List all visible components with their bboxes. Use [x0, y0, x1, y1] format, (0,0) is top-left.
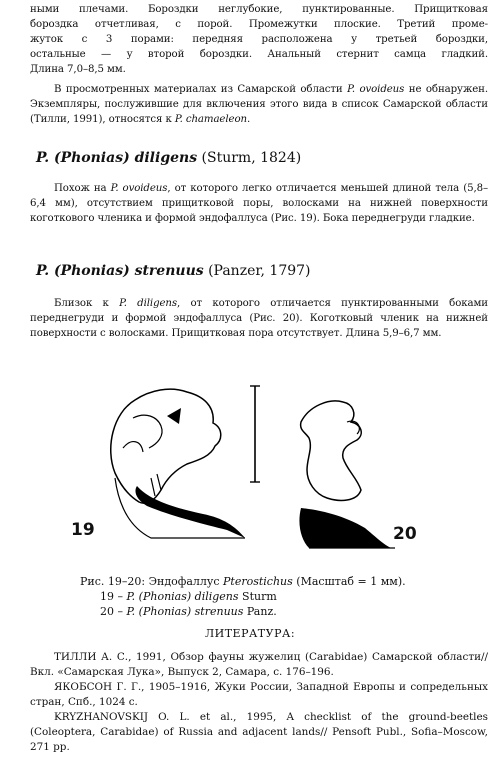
endophallus-19-outline: [111, 389, 221, 503]
text-run: не обнаружен. Экземпляры, послужившие для включения этого вида в список Самарской области (Тилли, 1991), относятся к: [30, 84, 488, 125]
species-heading-strenuus: [36, 263, 311, 279]
reference-list: [30, 650, 488, 755]
endophallus-20-outline: [301, 401, 362, 500]
species-name: P. diligens: [119, 298, 178, 309]
text-run: 20 –: [100, 605, 127, 618]
text-line: бороздка отчетливая, с порой. Промежутки плоские. Третий проме-: [30, 19, 488, 30]
endophallus-20-shaft: [299, 508, 391, 548]
text-run: (Масштаб = 1 мм).: [292, 575, 406, 588]
caption-line: [80, 574, 480, 589]
literature-heading: ЛИТЕРАТУРА:: [204, 627, 296, 640]
figure-drawing: [95, 378, 425, 570]
species-name: P. (Phonias) diligens: [126, 590, 239, 603]
figure-label-20: 20: [393, 524, 417, 544]
top-paragraph: [30, 2, 488, 77]
text-run: Panz.: [243, 605, 277, 618]
text-run: Похож на: [54, 183, 111, 194]
text-run: .: [246, 114, 251, 125]
text-run: , от которого отличается пунктированными боками переднегруди и формой эндофаллуса (Рис. 20). Коготковый членик на нижней поверхности с волосками. Прищитковая пора отсутствует. Длина 5,9–6,7 мм.: [30, 298, 488, 339]
species-description-diligens: [30, 181, 488, 226]
caption-line: [80, 589, 480, 604]
paragraph-text: [30, 82, 488, 127]
text-run: , от которого легко отличается меньшей длиной тела (5,8–6,4 мм), отсутствием прищитковой поры, волосками на нижней поверхности коготкового членика и формой эндофаллуса (Рис. 19). Бока переднегруди гладкие.: [30, 183, 488, 224]
genus-name: Pterostichus: [223, 575, 293, 588]
text-run: Близок к: [54, 298, 120, 309]
text-run: В просмотренных материалах из Самарской области: [54, 84, 348, 95]
reference-item: ЯКОБСОН Г. Г., 1905–1916, Жуки России, Западной Европы и сопредельных стран, Спб., 1024 с.: [30, 681, 488, 708]
paragraph-text: [30, 181, 488, 226]
figure-caption: [80, 574, 480, 619]
text-run: 19 –: [100, 590, 127, 603]
species-name: P. ovoideus: [110, 183, 168, 194]
species-heading-diligens: [36, 150, 301, 166]
reference-item: KRYZHANOVSKIJ O. L. et al., 1995, A checklist of the ground-beetles (Coleoptera, Carabidae) of Russia and adjacent lands// Pensoft Publ., Sofia–Moscow, 271 pp.: [30, 711, 488, 753]
species-description-strenuus: [30, 296, 488, 341]
species-name: P. ovoideus: [347, 84, 405, 95]
species-title: P. (Phonias) diligens: [36, 150, 198, 166]
species-title: P. (Phonias) strenuus: [36, 263, 204, 279]
paragraph-text: [30, 296, 488, 341]
text-line: Длина 7,0–8,5 мм.: [30, 64, 126, 75]
note-paragraph: [30, 82, 488, 127]
species-author: (Sturm, 1824): [201, 150, 302, 166]
text-line: ными плечами. Бороздки неглубокие, пунктированные. Прищитковая: [30, 4, 488, 15]
reference-item: ТИЛЛИ А. С., 1991, Обзор фауны жужелиц (Carabidae) Самарской области// Вкл. «Самарская Лука», Выпуск 2, Самара, с. 176–196.: [30, 651, 488, 678]
text-line: остальные — у второй бороздки. Анальный стернит самца гладкий.: [30, 49, 488, 60]
text-line: жуток с 3 порами: передняя расположена у третьей бороздки,: [30, 34, 488, 45]
text-run: Sturm: [238, 590, 277, 603]
species-name: P. (Phonias) strenuus: [126, 605, 244, 618]
species-author: (Panzer, 1797): [208, 263, 311, 279]
text-run: Рис. 19–20: Эндофаллус: [80, 575, 223, 588]
endophallus-figure: [71, 378, 425, 570]
caption-line: [80, 604, 480, 619]
figure-label-19: 19: [71, 520, 95, 540]
species-name: P. chamaeleon: [174, 114, 247, 125]
